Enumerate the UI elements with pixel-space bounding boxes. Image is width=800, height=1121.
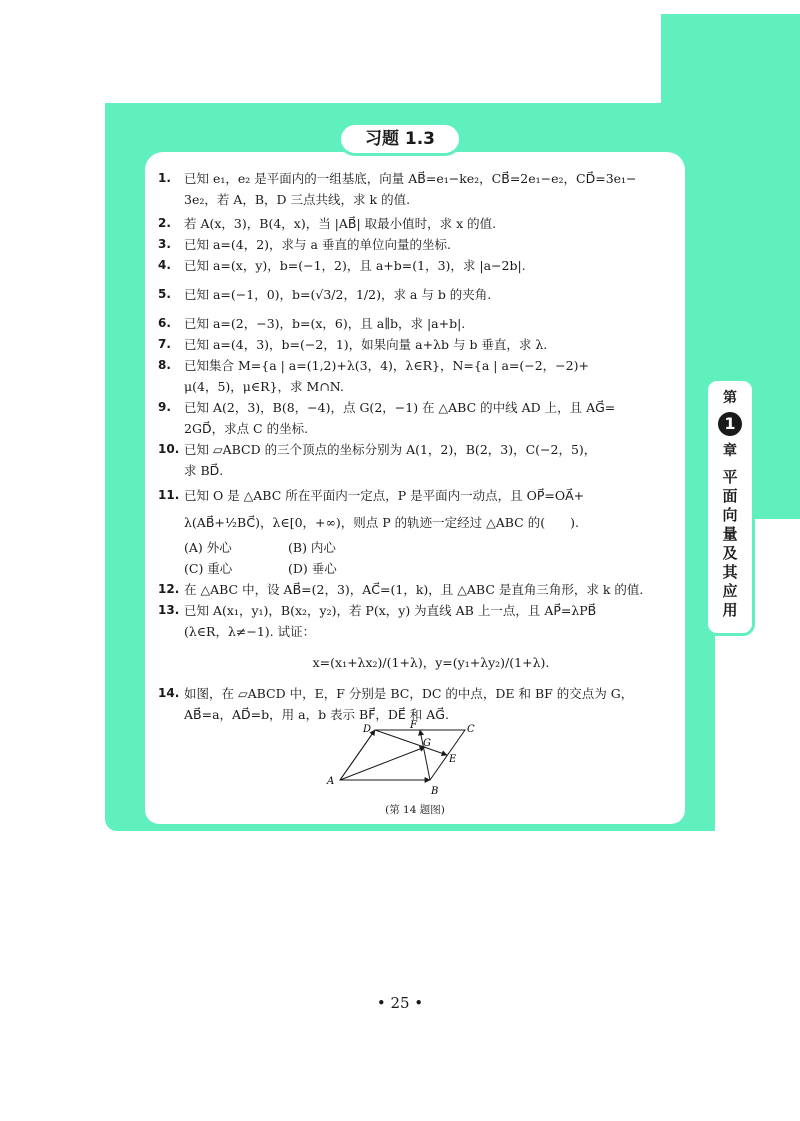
exercise-title: 习题 1.3 (338, 122, 462, 156)
chapter-zhang: 章 (723, 443, 737, 459)
label-d: D (363, 724, 372, 735)
option-c: (C) 重心 (184, 561, 233, 576)
problem-4: 4. 已知 a=(x，y)，b=(−1，2)，且 a+b=(1，3)，求 |a−2b|. (158, 258, 526, 273)
vector-de (375, 730, 447, 755)
label-g: G (423, 738, 431, 749)
problem-8: 8. 已知集合 M={a | a=(1,2)+λ(3，4)，λ∈R}，N={a | a=(−2，−2)+ μ(4，5)，μ∈R}，求 M∩N. (158, 358, 589, 394)
vector-ag (340, 747, 425, 780)
problem-14: 14. 如图，在 ▱ABCD 中，E，F 分别是 BC，DC 的中点，DE 和 BF 的交点为 G， AB⃗=a，AD⃗=b，用 a，b 表示 BF⃗，DE⃗ 和 AG⃗. (158, 686, 634, 722)
answer-options-row-2 (184, 558, 678, 579)
problem-10: 10. 已知 ▱ABCD 的三个顶点的坐标分别为 A(1，2)，B(2，3)，C(−2，5)， 求 BD⃗. (158, 442, 597, 478)
problem-2: 2. 若 A(x，3)，B(4，x)，当 |AB⃗| 取最小值时，求 x 的值. (158, 216, 497, 231)
option-b: (B) 内心 (288, 540, 336, 555)
problem-11: 11. 已知 O 是 △ABC 所在平面内一定点，P 是平面内一动点，且 OP⃗=OA⃗+ λ(AB⃗+½BC⃗)，λ∈[0，+∞)，则点 P 的轨迹一定经过 △ABC 的( ). (A) 外心 (B) 内心 (C) 重心 (D) 垂心 (158, 485, 678, 579)
problem-list (158, 168, 678, 725)
label-e: E (449, 754, 457, 765)
page-number: • 25 • (376, 994, 424, 1012)
vector-ad (340, 730, 375, 780)
label-c: C (467, 724, 475, 735)
option-d: (D) 垂心 (288, 561, 337, 576)
problem-7: 7. 已知 a=(4，3)，b=(−2，1)，如果向量 a+λb 与 b 垂直，求 λ. (158, 337, 548, 352)
chapter-tab (705, 378, 755, 636)
header-rule (105, 103, 661, 105)
chapter-di: 第 (723, 390, 737, 406)
label-f: F (410, 720, 417, 731)
problem-3: 3. 已知 a=(4，2)，求与 a 垂直的单位向量的坐标. (158, 237, 451, 252)
chapter-number: 1 (718, 412, 742, 436)
problem-5: 5. 已知 a=(−1，0)，b=(√3/2，1/2)，求 a 与 b 的夹角. (158, 287, 492, 302)
label-a: A (327, 776, 335, 787)
problem-6: 6. 已知 a=(2，−3)，b=(x，6)，且 a∥b，求 |a+b|. (158, 316, 466, 331)
chapter-title: 平面向量及其应用 (722, 468, 738, 619)
problem-1: 1. 已知 e₁，e₂ 是平面内的一组基底，向量 AB⃗=e₁−ke₂，CB⃗=2e₁−e₂，CD⃗=3e₁− 3e₂，若 A，B，D 三点共线，求 k 的值. (158, 171, 637, 207)
problem-13: 13. 已知 A(x₁，y₁)，B(x₂，y₂)，若 P(x，y) 为直线 AB 上一点，且 AP⃗=λPB⃗ (λ∈R，λ≠−1). 试证： x=(x₁+λx₂)/(1+λ)，y=(y₁+λy₂)/(1+λ). (158, 600, 678, 673)
answer-options-row-1 (184, 537, 678, 558)
problem-9: 9. 已知 A(2，3)，B(8，−4)，点 G(2，−1) 在 △ABC 的中线 AD 上，且 AG⃗= 2GD⃗，求点 C 的坐标. (158, 400, 616, 436)
proof-formula: x=(x₁+λx₂)/(1+λ)，y=(y₁+λy₂)/(1+λ). (312, 655, 550, 670)
parallelogram-figure (325, 720, 475, 800)
figure-caption: (第 14 题图) (385, 804, 445, 816)
label-b: B (431, 786, 439, 797)
option-a: (A) 外心 (184, 540, 232, 555)
problem-12: 12. 在 △ABC 中，设 AB⃗=(2，3)，AC⃗=(1，k)，且 △ABC 是直角三角形，求 k 的值. (158, 582, 644, 597)
